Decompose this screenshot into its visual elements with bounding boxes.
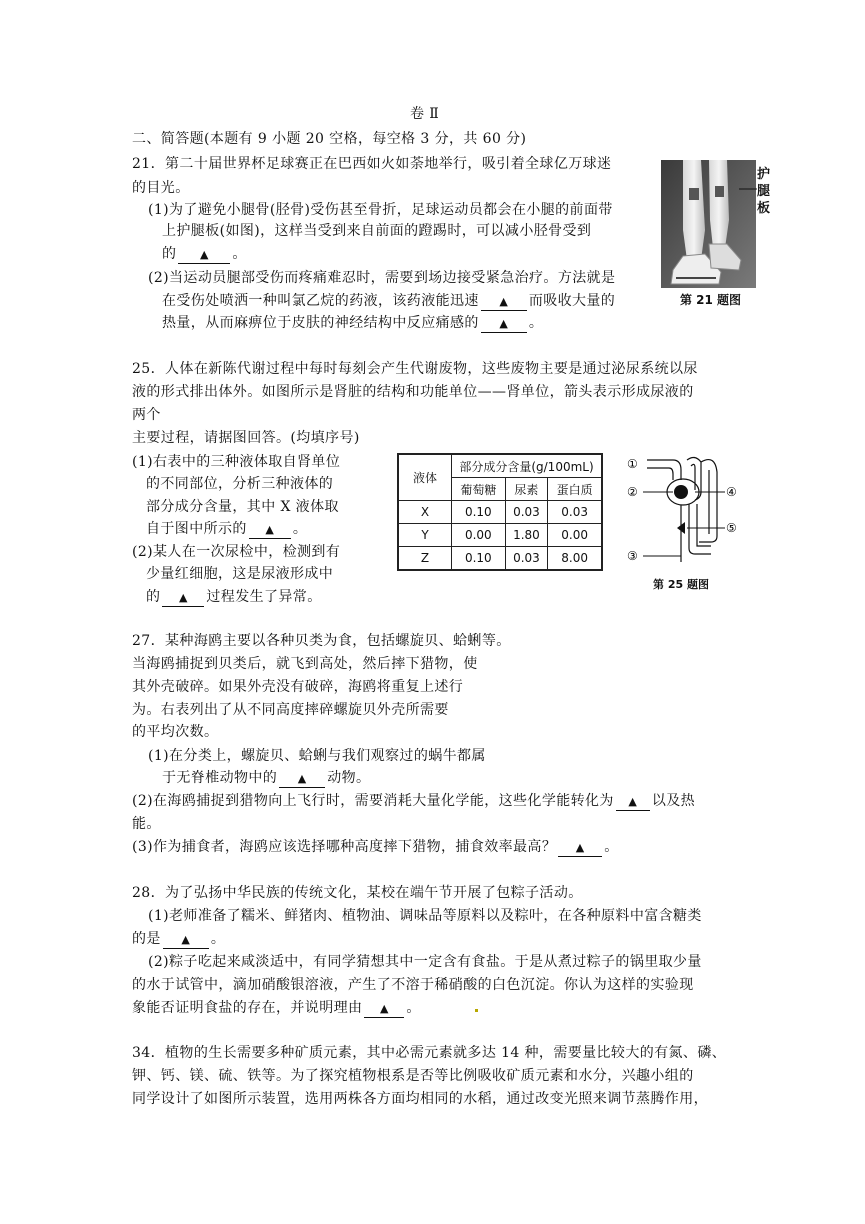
q34-stem-line3: 同学设计了如图所示装置，选用两株各方面均相同的水稻，通过改变光照来调节蒸腾作用，	[132, 1091, 708, 1107]
table-row	[398, 524, 602, 547]
q25-part1-line1: (1)右表中的三种液体取自肾单位	[132, 454, 341, 470]
q21-part1-line3	[162, 244, 247, 264]
triangle-icon: ▲	[265, 523, 275, 536]
answer-blank[interactable]	[558, 839, 602, 857]
q25-part2-line2: 少量红细胞，这是尿液形成中	[146, 566, 334, 582]
answer-blank[interactable]	[481, 293, 527, 311]
q21-part2-end: 。	[528, 315, 544, 331]
q25-part2-line1: (2)某人在一次尿检中，检测到有	[132, 544, 341, 560]
q25-part1-line2: 的不同部位，分析三种液体的	[146, 476, 334, 492]
q21-stem-line2: 的目光。	[132, 180, 190, 196]
q27-stem-line1: 27．某种海鸥主要以各种贝类为食，包括螺旋贝、蛤蜊等。	[132, 633, 511, 649]
answer-blank[interactable]	[481, 315, 527, 333]
q25-stem-line2: 液的形式排出体外。如图所示是肾脏的结构和功能单位——肾单位，箭头表示形成尿液的	[132, 384, 694, 400]
q28-part2-line1: (2)粽子吃起来咸淡适中，有同学猜想其中一定含有食盐。于是从煮过粽子的锅里取少量	[148, 954, 702, 970]
q21-part1-line2: 上护腿板(如图)，这样当受到来自前面的蹬踢时，可以减小胫骨受到	[162, 223, 592, 239]
figure-25-caption: 第 25 题图	[653, 578, 709, 591]
table-cell: 1.80	[505, 524, 548, 547]
answer-blank[interactable]	[364, 1000, 404, 1018]
triangle-icon: ▲	[199, 248, 209, 261]
table-cell: 0.00	[452, 524, 506, 547]
q34-stem-line2: 钾、钙、镁、硫、铁等。为了探究植物根系是否等比例吸收矿质元素和水分，兴趣小组的	[132, 1068, 694, 1084]
q25-part2-text: 的	[146, 589, 161, 605]
q27-part2-text2: 以及热	[651, 793, 696, 809]
table-cell: 0.00	[548, 524, 602, 547]
table-cell: 8.00	[548, 547, 602, 571]
table-cell: 0.03	[505, 501, 548, 524]
q27-part1-line2	[162, 768, 370, 788]
answer-blank[interactable]	[162, 589, 204, 607]
figure-21	[656, 160, 771, 310]
q25-stem-line1: 25．人体在新陈代谢过程中每时每刻会产生代谢废物，这些废物主要是通过泌尿系统以尿	[132, 361, 698, 377]
table-row	[398, 501, 602, 524]
answer-blank[interactable]	[249, 521, 291, 539]
figure-21-caption: 第 21 题图	[680, 293, 742, 307]
nephron-diagram	[625, 452, 765, 582]
label-4: ④	[726, 485, 737, 499]
table-row	[398, 547, 602, 571]
q21-part1-text: 的	[162, 246, 177, 262]
label-1: ①	[627, 457, 638, 471]
decorative-dot	[475, 1009, 478, 1012]
table-cell: 0.03	[548, 501, 602, 524]
label-3: ③	[627, 549, 638, 563]
liquid-composition-table	[397, 453, 603, 571]
table-cell: 0.10	[452, 547, 506, 571]
q25-part2-end: 过程发生了异常。	[206, 589, 322, 605]
q28-part2-line3	[132, 998, 421, 1018]
triangle-icon: ▲	[628, 795, 638, 808]
q28-part1-line2	[132, 929, 225, 949]
q21-stem-line1: 21．第二十届世界杯足球赛正在巴西如火如荼地举行，吸引着全球亿万球迷	[132, 156, 612, 172]
answer-blank[interactable]	[178, 246, 230, 264]
q27-part1-text: 于无脊椎动物中的	[162, 770, 278, 786]
q21-part2-line2	[162, 291, 615, 311]
triangle-icon: ▲	[499, 295, 509, 308]
q21-part2-text2: 而吸收大量的	[528, 293, 616, 309]
q21-part2-line3	[162, 313, 543, 333]
q28-part2-line2: 的水于试管中，滴加硝酸银溶液，产生了不溶于稀硝酸的白色沉淀。你认为这样的实验现	[132, 977, 694, 993]
triangle-icon: ▲	[297, 772, 307, 785]
answer-blank[interactable]	[279, 770, 325, 788]
q28-part1-end: 。	[210, 931, 226, 947]
table-cell: 0.03	[505, 547, 548, 571]
q28-part2-text: 象能否证明食盐的存在，并说明理由	[132, 1000, 363, 1016]
q27-stem-line5: 的平均次数。	[132, 724, 219, 740]
triangle-icon: ▲	[178, 591, 188, 604]
q25-part1-line4	[146, 519, 307, 539]
q27-part1-end: 动物。	[327, 770, 371, 786]
pointer-line	[739, 184, 759, 194]
q28-part1-line1: (1)老师准备了糯米、鲜猪肉、植物油、调味品等原料以及粽叶，在各种原料中富含糖类	[148, 908, 702, 924]
q21-part2-line1: (2)当运动员腿部受伤而疼痛难忍时，需要到场边接受紧急治疗。方法就是	[148, 270, 616, 286]
q27-stem-line4: 为。右表列出了从不同高度摔碎螺旋贝外壳所需要	[132, 702, 449, 718]
q21-part2-text: 在受伤处喷洒一种叫氯乙烷的药液，该药液能迅速	[162, 293, 479, 309]
table-cell: 0.10	[452, 501, 506, 524]
q21-part1-end: 。	[232, 246, 247, 262]
table-header-glucose: 葡萄糖	[452, 478, 506, 501]
table-header-liquid: 液体	[398, 454, 452, 501]
q27-part3-text: (3)作为捕食者，海鸥应该选择哪种高度摔下猎物，捕食效率最高？	[132, 839, 557, 855]
q27-stem-line3: 其外壳破碎。如果外壳没有破碎，海鸥将重复上述行	[132, 679, 464, 695]
q27-part2-text: (2)在海鸥捕捉到猎物向上飞行时，需要消耗大量化学能，这些化学能转化为	[132, 793, 614, 809]
q28-stem-line1: 28．为了弘扬中华民族的传统文化，某校在端午节开展了包粽子活动。	[132, 885, 583, 901]
triangle-icon: ▲	[181, 933, 191, 946]
section-heading: 二、简答题(本题有 9 小题 20 空格，每空格 3 分，共 60 分)	[132, 131, 527, 147]
shin-guard-label: 护腿板	[757, 167, 771, 216]
table-cell: Y	[398, 524, 452, 547]
table-header-urea: 尿素	[505, 478, 548, 501]
q25-part1-text: 自于图中所示的	[146, 521, 247, 537]
q28-part2-end: 。	[406, 1000, 421, 1016]
q34-stem-line1: 34．植物的生长需要多种矿质元素，其中必需元素就多达 14 种，需要量比较大的有氮、磷、	[132, 1045, 727, 1061]
q27-part3-line1	[132, 837, 619, 857]
answer-blank[interactable]	[616, 793, 650, 811]
q21-part1-line1: (1)为了避免小腿骨(胫骨)受伤甚至骨折，足球运动员都会在小腿的前面带	[148, 202, 613, 218]
q25-stem-line4: 主要过程，请据图回答。(均填序号)	[132, 430, 360, 446]
label-5: ⑤	[726, 521, 737, 535]
table-header-group: 部分成分含量(g/100mL)	[452, 454, 603, 478]
q27-part1-line1: (1)在分类上，螺旋贝、蛤蜊与我们观察过的蜗牛都属	[148, 748, 486, 764]
q25-part2-line3	[146, 587, 322, 607]
q21-part2-text3: 热量，从而麻痹位于皮肤的神经结构中反应痛感的	[162, 315, 479, 331]
triangle-icon: ▲	[379, 1002, 389, 1015]
q25-stem-line3: 两个	[132, 407, 161, 423]
q27-part3-end: 。	[604, 839, 619, 855]
shin-guard-photo	[661, 160, 756, 288]
table-cell: Z	[398, 547, 452, 571]
answer-blank[interactable]	[163, 931, 209, 949]
q27-part2-line2: 能。	[132, 816, 161, 832]
table-header-protein: 蛋白质	[548, 478, 602, 501]
triangle-icon: ▲	[575, 841, 585, 854]
q25-part1-line3: 部分成分含量，其中 X 液体取	[146, 499, 339, 515]
q25-part1-end: 。	[292, 521, 308, 537]
label-2: ②	[627, 485, 638, 499]
table-cell: X	[398, 501, 452, 524]
triangle-icon: ▲	[499, 317, 509, 330]
q27-stem-line2: 当海鸥捕捉到贝类后，就飞到高处，然后摔下猎物，使	[132, 656, 478, 672]
q27-part2-line1	[132, 791, 695, 811]
q28-part1-text: 的是	[132, 931, 161, 947]
paper-title: 卷 Ⅱ	[410, 106, 440, 122]
